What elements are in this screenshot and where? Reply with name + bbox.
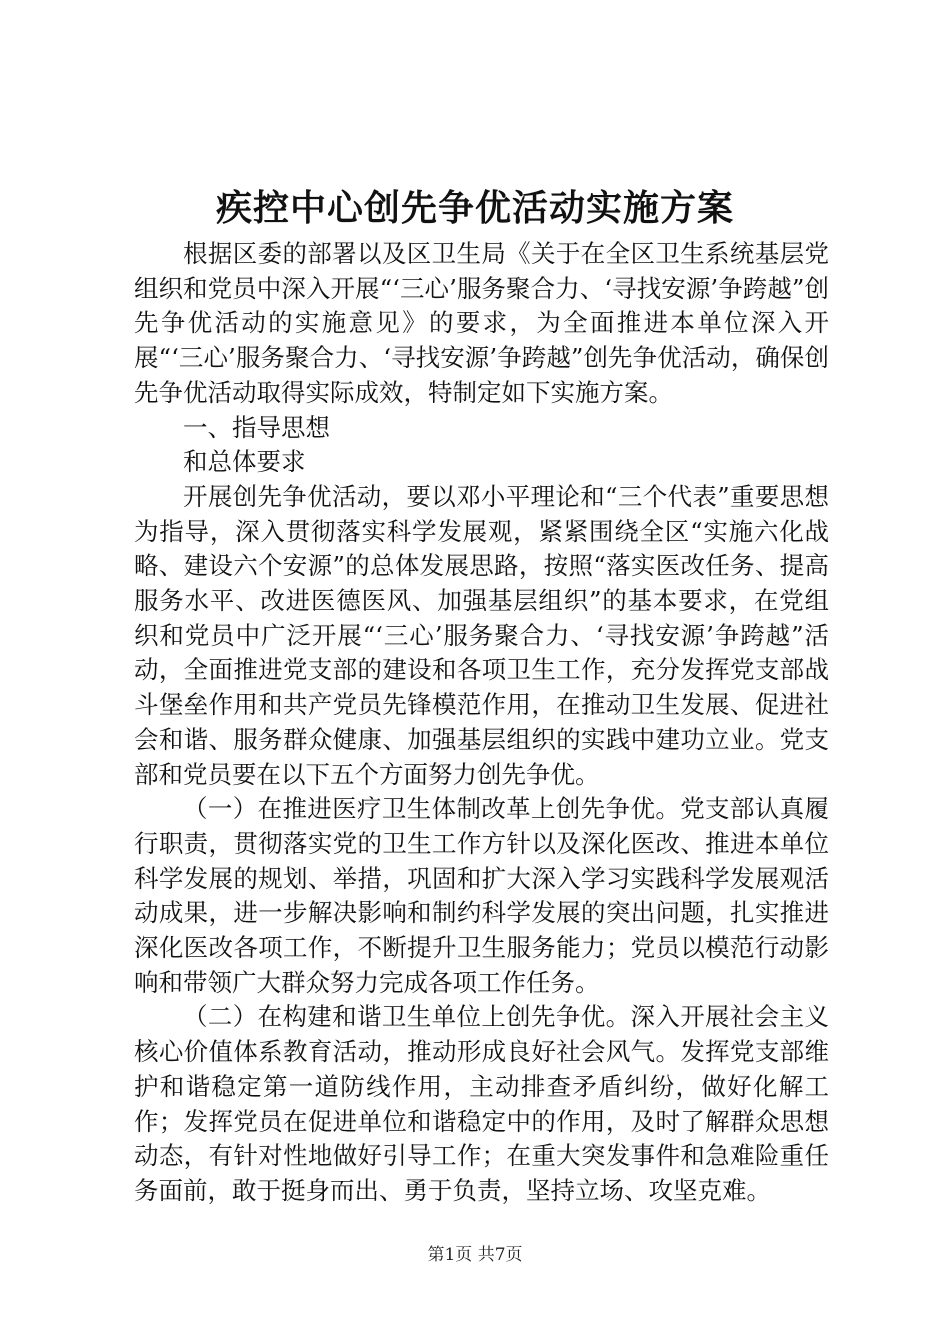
section1-paragraph: 开展创先争优活动，要以邓小平理论和“三个代表”重要思想为指导，深入贯彻落实科学发展观，紧紧围绕全区“实施六化战略、建设六个安源”的总体发展思路，按照“落实医改任务、提高服务水平、改进医德医风、加强基层组织”的基本要求，在党组织和党员中广泛开展“‘三心’服务聚合力、‘寻找安源’争跨越”活动，全面推进党支部的建设和各项卫生工作，充分发挥党支部战斗堡垒作用和共产党员先锋模范作用，在推动卫生发展、促进社会和谐、服务群众健康、加强基层组织的实践中建功立业。党支部和党员要在以下五个方面努力创先争优。	[134, 481, 829, 789]
page-number-footer: 第1页 共7页	[427, 1245, 523, 1265]
section-heading-guiding-ideology: 一、指导思想	[183, 412, 330, 442]
document-body	[134, 237, 829, 1209]
section-subheading-general-requirements: 和总体要求	[183, 447, 306, 477]
document-title: 疾控中心创先争优活动实施方案	[215, 187, 734, 229]
item-one-paragraph: （一）在推进医疗卫生体制改革上创先争优。党支部认真履行职责，贯彻落实党的卫生工作方针以及深化医改、推进本单位科学发展的规划、举措，巩固和扩大深入学习实践科学发展观活动成果，进一步解决影响和制约科学发展的突出问题，扎实推进深化医改各项工作，不断提升卫生服务能力；党员以模范行动影响和带领广大群众努力完成各项工作任务。	[134, 794, 829, 997]
intro-paragraph: 根据区委的部署以及区卫生局《关于在全区卫生系统基层党组织和党员中深入开展“‘三心’服务聚合力、‘寻找安源’争跨越”创先争优活动的实施意见》的要求，为全面推进本单位深入开展“‘三心’服务聚合力、‘寻找安源’争跨越”创先争优活动，确保创先争优活动取得实际成效，特制定如下实施方案。	[134, 239, 829, 407]
item-two-paragraph: （二）在构建和谐卫生单位上创先争优。深入开展社会主义核心价值体系教育活动，推动形成良好社会风气。发挥党支部维护和谐稳定第一道防线作用，主动排查矛盾纠纷，做好化解工作；发挥党员在促进单位和谐稳定中的作用，及时了解群众思想动态，有针对性地做好引导工作；在重大突发事件和急难险重任务面前，敢于挺身而出、勇于负责，坚持立场、攻坚克难。	[134, 1002, 829, 1205]
